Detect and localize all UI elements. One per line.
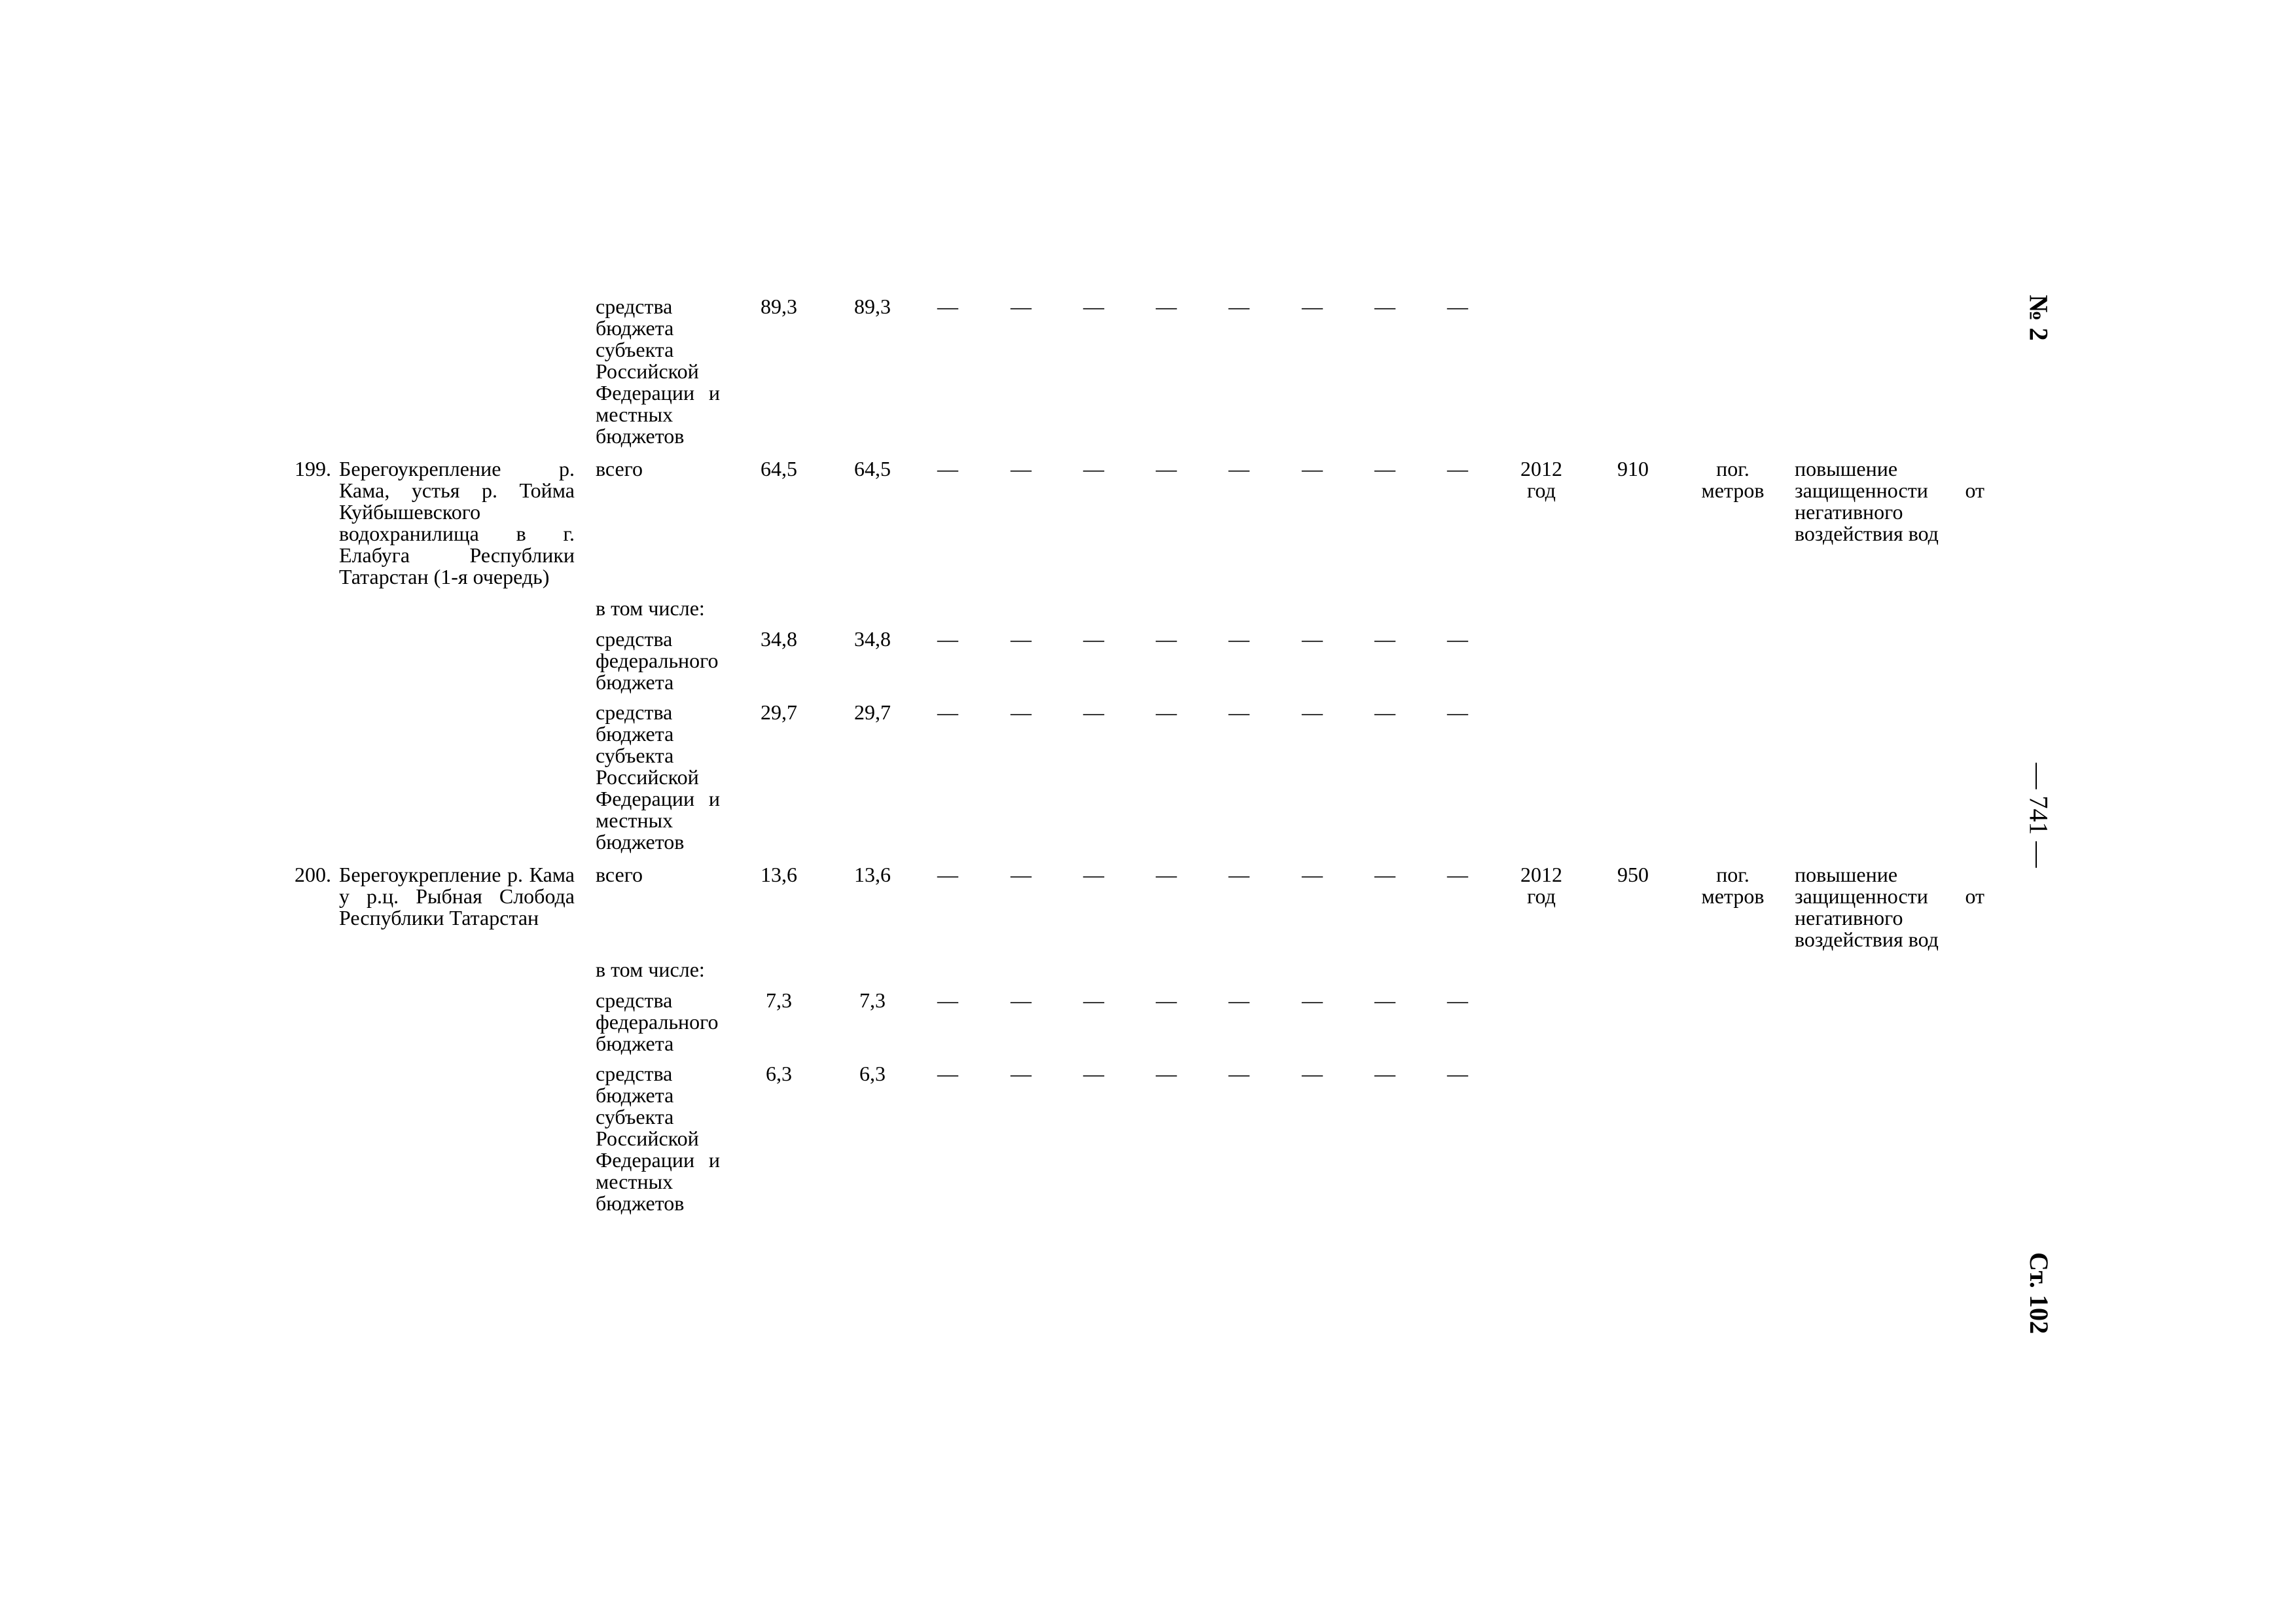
dash-cell: —	[1083, 988, 1104, 1012]
item-number: 199.	[295, 457, 331, 480]
dash-cell: —	[937, 457, 958, 480]
funding-source: средства бюджета субъекта Российской Федерации и местных бюджетов	[596, 295, 720, 448]
dash-cell: —	[1447, 988, 1468, 1012]
dash-cell: —	[1083, 295, 1104, 318]
dash-cell: —	[937, 700, 958, 724]
dash-cell: —	[1374, 700, 1395, 724]
dash-cell: —	[1011, 457, 1031, 480]
dash-cell: —	[1011, 988, 1031, 1012]
dash-cell: —	[1447, 627, 1468, 651]
dash-cell: —	[1447, 457, 1468, 480]
dash-cell: —	[1374, 295, 1395, 318]
dash-cell: —	[1229, 863, 1249, 886]
dash-cell: —	[1302, 295, 1323, 318]
dash-cell: —	[1374, 863, 1395, 886]
amount-2012: 6,3	[859, 1062, 886, 1085]
commissioning-year: 2012 год	[1520, 457, 1562, 502]
funding-source: средства бюджета субъекта Российской Федерации и местных бюджетов	[596, 700, 720, 854]
dash-cell: —	[937, 627, 958, 651]
funding-source: в том числе:	[596, 596, 705, 620]
dash-cell: —	[937, 1062, 958, 1085]
dash-cell: —	[1302, 988, 1323, 1012]
dash-cell: —	[1156, 457, 1177, 480]
total-amount: 64,5	[761, 457, 797, 480]
capacity-unit: пог. метров	[1701, 457, 1765, 502]
object-name: Берегоукрепление р. Кама у р.ц. Рыбная Слобода Республики Татарстан	[339, 863, 575, 929]
dash-cell: —	[1156, 295, 1177, 318]
dash-cell: —	[1011, 1062, 1031, 1085]
amount-2012: 34,8	[854, 627, 891, 651]
dash-cell: —	[937, 295, 958, 318]
total-amount: 89,3	[761, 295, 797, 318]
dash-cell: —	[1229, 988, 1249, 1012]
dash-cell: —	[1083, 457, 1104, 480]
amount-2012: 7,3	[859, 988, 886, 1012]
dash-cell: —	[1083, 627, 1104, 651]
dash-cell: —	[1374, 627, 1395, 651]
total-amount: 6,3	[766, 1062, 792, 1085]
total-amount: 29,7	[761, 700, 797, 724]
dash-cell: —	[1229, 1062, 1249, 1085]
amount-2012: 64,5	[854, 457, 891, 480]
dash-cell: —	[1229, 700, 1249, 724]
dash-cell: —	[1302, 457, 1323, 480]
dash-cell: —	[1302, 627, 1323, 651]
total-amount: 13,6	[761, 863, 797, 886]
dash-cell: —	[1011, 295, 1031, 318]
object-name: Берегоукрепление р. Кама, устья р. Тойма Куйбышевского водохранилища в г. Елабуга Республики Татарстан (1-я очередь)	[339, 457, 575, 588]
dash-cell: —	[1374, 457, 1395, 480]
total-amount: 34,8	[761, 627, 797, 651]
page-number: — 741 —	[2024, 763, 2054, 867]
dash-cell: —	[1374, 1062, 1395, 1085]
goal-text: повышение защищенности от негативного воздействия вод	[1795, 863, 1984, 951]
funding-source: в том числе:	[596, 958, 705, 981]
dash-cell: —	[1156, 627, 1177, 651]
funding-source: средства федерального бюджета	[596, 988, 719, 1055]
amount-2012: 13,6	[854, 863, 891, 886]
commissioning-year: 2012 год	[1520, 863, 1562, 908]
dash-cell: —	[1374, 988, 1395, 1012]
dash-cell: —	[1447, 700, 1468, 724]
amount-2012: 89,3	[854, 295, 891, 318]
dash-cell: —	[1156, 988, 1177, 1012]
dash-cell: —	[1083, 863, 1104, 886]
dash-cell: —	[1302, 700, 1323, 724]
dash-cell: —	[1156, 1062, 1177, 1085]
dash-cell: —	[1011, 700, 1031, 724]
article-number: Ст. 102	[2024, 1252, 2054, 1334]
dash-cell: —	[1302, 1062, 1323, 1085]
dash-cell: —	[1083, 1062, 1104, 1085]
funding-source: всего	[596, 457, 643, 480]
dash-cell: —	[1156, 700, 1177, 724]
amount-2012: 29,7	[854, 700, 891, 724]
dash-cell: —	[1447, 1062, 1468, 1085]
capacity-value: 910	[1617, 457, 1649, 480]
dash-cell: —	[937, 988, 958, 1012]
dash-cell: —	[1083, 700, 1104, 724]
total-amount: 7,3	[766, 988, 792, 1012]
dash-cell: —	[1302, 863, 1323, 886]
dash-cell: —	[937, 863, 958, 886]
dash-cell: —	[1011, 627, 1031, 651]
dash-cell: —	[1011, 863, 1031, 886]
funding-source: средства бюджета субъекта Российской Федерации и местных бюджетов	[596, 1062, 720, 1215]
item-number: 200.	[295, 863, 331, 886]
capacity-unit: пог. метров	[1701, 863, 1765, 908]
dash-cell: —	[1229, 457, 1249, 480]
goal-text: повышение защищенности от негативного воздействия вод	[1795, 457, 1984, 545]
dash-cell: —	[1447, 295, 1468, 318]
dash-cell: —	[1229, 295, 1249, 318]
issue-number: № 2	[2024, 294, 2054, 341]
dash-cell: —	[1229, 627, 1249, 651]
dash-cell: —	[1156, 863, 1177, 886]
dash-cell: —	[1447, 863, 1468, 886]
funding-source: средства федерального бюджета	[596, 627, 719, 694]
funding-source: всего	[596, 863, 643, 886]
capacity-value: 950	[1617, 863, 1649, 886]
